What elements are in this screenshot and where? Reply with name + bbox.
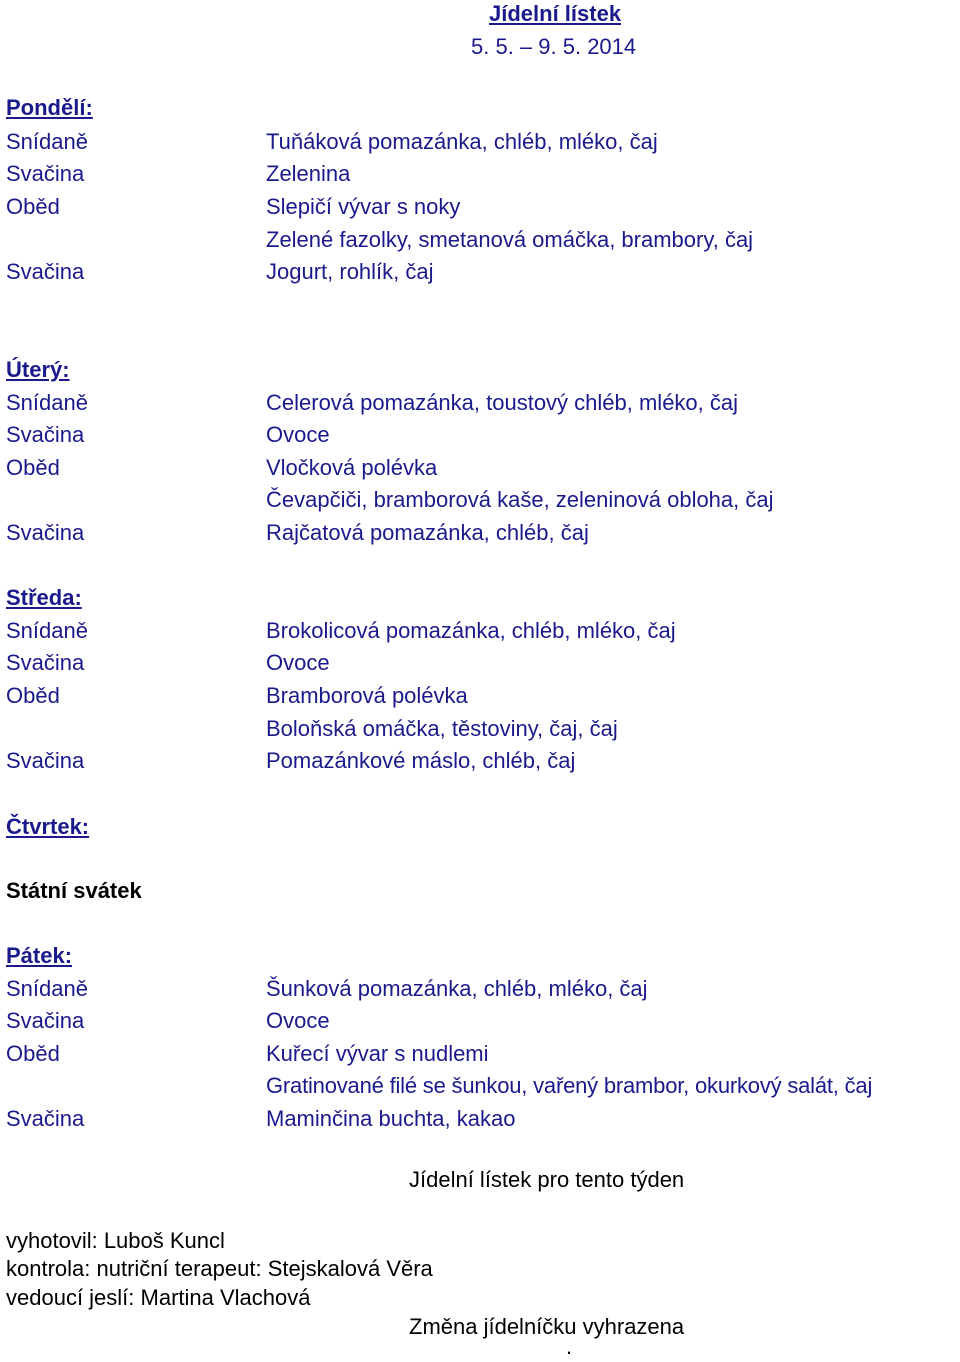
meal-label: Snídaně (6, 129, 88, 154)
meal-label: Oběd (6, 1041, 60, 1066)
dish-item: Tuňáková pomazánka, chléb, mléko, čaj (266, 129, 658, 154)
dish-item: Zelené fazolky, smetanová omáčka, brambory, čaj (266, 227, 754, 252)
dish-item: Rajčatová pomazánka, chléb, čaj (266, 520, 589, 545)
day-heading-thursday: Čtvrtek: (6, 814, 90, 839)
head-of-nursery: vedoucí jeslí: Martina Vlachová (6, 1285, 311, 1310)
holiday-note: Státní svátek (6, 878, 142, 903)
dish-item: Gratinované filé se šunkou, vařený brambor, okurkový salát, čaj (266, 1073, 873, 1098)
week-note: Jídelní lístek pro tento týden (409, 1167, 685, 1192)
dish-item: Boloňská omáčka, těstoviny, čaj, čaj (266, 716, 618, 741)
dish-item: Kuřecí vývar s nudlemi (266, 1041, 489, 1066)
dish-item: Slepičí vývar s noky (266, 194, 461, 219)
dish-item: Ovoce (266, 650, 330, 675)
day-heading-wednesday: Středa: (6, 585, 82, 610)
checked-by: kontrola: nutriční terapeut: Stejskalová Věra (6, 1256, 433, 1281)
page-title: Jídelní lístek (489, 1, 622, 26)
dish-item: Vločková polévka (266, 455, 438, 480)
meal-label: Oběd (6, 683, 60, 708)
day-heading-friday: Pátek: (6, 943, 73, 968)
disclaimer: Změna jídelníčku vyhrazena (409, 1314, 685, 1339)
meal-label: Svačina (6, 520, 85, 545)
meal-label: Svačina (6, 161, 85, 186)
prepared-by: vyhotovil: Luboš Kuncl (6, 1228, 225, 1253)
day-heading-monday: Pondělí: (6, 95, 93, 120)
dish-item: Šunková pomazánka, chléb, mléko, čaj (266, 976, 648, 1001)
meal-label: Svačina (6, 422, 85, 447)
dish-item: Čevapčiči, bramborová kaše, zeleninová obloha, čaj (266, 487, 774, 512)
dish-item: Pomazánkové máslo, chléb, čaj (266, 748, 576, 773)
meal-label: Snídaně (6, 618, 88, 643)
meal-label: Oběd (6, 455, 60, 480)
meal-label: Svačina (6, 1008, 85, 1033)
day-heading-tuesday: Úterý: (6, 357, 70, 382)
dish-item: Celerová pomazánka, toustový chléb, mléko, čaj (266, 390, 739, 415)
meal-label: Svačina (6, 1106, 85, 1131)
date-range: 5. 5. – 9. 5. 2014 (471, 34, 637, 59)
meal-label: Oběd (6, 194, 60, 219)
dish-item: Maminčina buchta, kakao (266, 1106, 516, 1131)
meal-label: Svačina (6, 748, 85, 773)
dish-item: Jogurt, rohlík, čaj (266, 259, 434, 284)
meal-label: Svačina (6, 259, 85, 284)
meal-label: Svačina (6, 650, 85, 675)
dish-item: Zelenina (266, 161, 351, 186)
dish-item: Brokolicová pomazánka, chléb, mléko, čaj (266, 618, 676, 643)
meal-label: Snídaně (6, 390, 88, 415)
dish-item: Bramborová polévka (266, 683, 468, 708)
trailing-dot: . (566, 1334, 573, 1359)
dish-item: Ovoce (266, 422, 330, 447)
dish-item: Ovoce (266, 1008, 330, 1033)
meal-label: Snídaně (6, 976, 88, 1001)
